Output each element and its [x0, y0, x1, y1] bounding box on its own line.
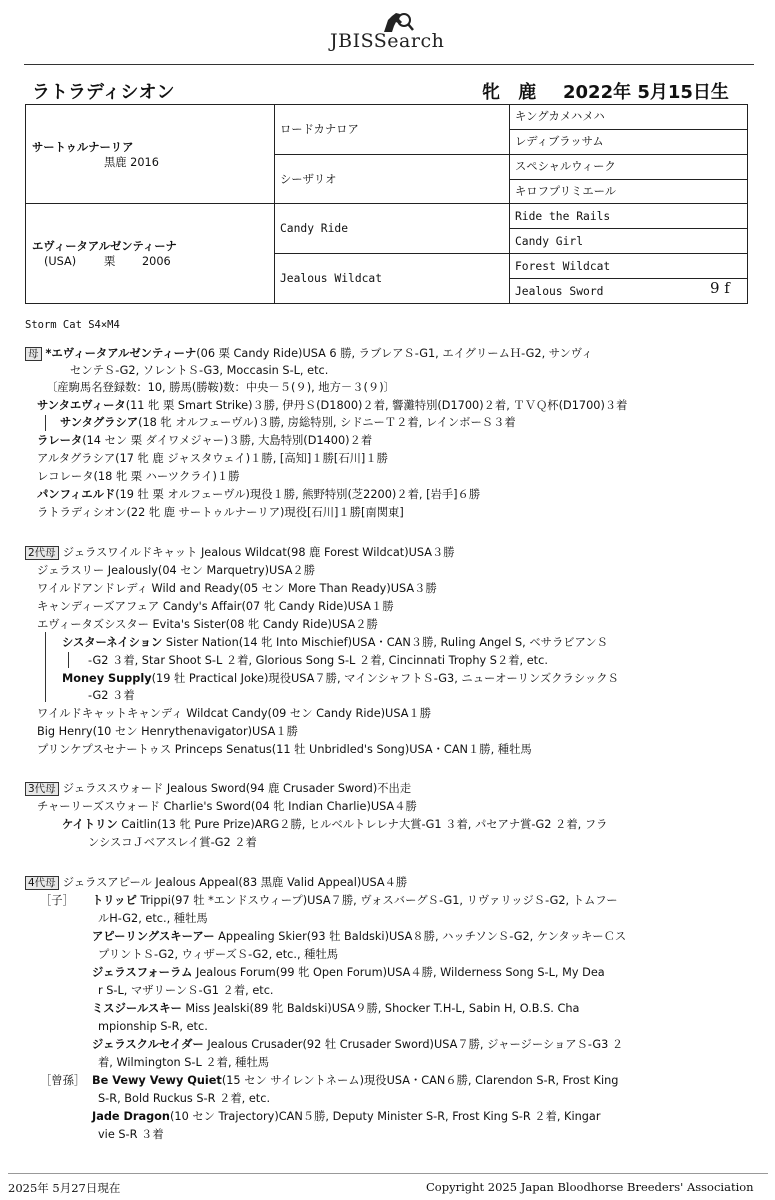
horse-name: ラトラディシオン	[32, 82, 175, 103]
fourth-dam-record: ジェラスアピール Jealous Appeal(83 黒鹿 Valid Appeal)USA４勝	[62, 876, 408, 889]
gen3-cell	[510, 105, 747, 130]
children-label: ［子］	[40, 894, 74, 907]
dam-record: (06 栗 Candy Ride)USA 6 勝, ラブレアＳ-G1, エイグリームＨ-G2, サンヴィ	[196, 347, 593, 360]
progeny-line	[62, 636, 608, 650]
sire-name: サートゥルナーリア	[32, 141, 134, 154]
progeny-name: サンタエヴィータ	[37, 399, 126, 412]
gen3-name: Ride the Rails	[515, 210, 611, 223]
progeny-name: Jade Dragon	[92, 1110, 170, 1123]
progeny-line-cont: 着, Wilmington S-L ２着, 種牡馬	[98, 1056, 270, 1069]
progeny-name: サンタグラシア	[60, 416, 139, 429]
progeny-record: Jealous Forum(99 牝 Open Forum)USA４勝, Wilderness Song S-L, My Dea	[192, 966, 605, 979]
gen3-cell	[510, 254, 747, 279]
progeny-line	[92, 966, 605, 980]
progeny-line	[92, 1002, 579, 1016]
gen3-name: レディブラッサム	[515, 135, 604, 148]
progeny-record: Sister Nation(14 牝 Into Mischief)USA・CAN３勝, Ruling Angel S, ベサラビアンＳ	[162, 636, 608, 649]
progeny-line-cont: -G2 ３着, Star Shoot S-L ２着, Glorious Song S-L ２着, Cincinnati Trophy S２着, etc.	[88, 654, 548, 667]
progeny-line: エヴィータズシスター Evita's Sister(08 牝 Candy Ride)USA２勝	[37, 618, 378, 631]
progeny-record: Miss Jealski(89 牝 Baldski)USA９勝, Shocker T.H-L, Sabin H, O.B.S. Cha	[181, 1002, 580, 1015]
progeny-line-cont: ルH-G2, etc., 種牡馬	[98, 912, 208, 925]
progeny-name: ケイトリン	[62, 818, 118, 831]
second-dam-tag: 2代母	[25, 546, 59, 560]
jbis-logo	[330, 8, 470, 54]
progeny-name: Be Vewy Vewy Quiet	[92, 1074, 222, 1087]
dam-line-1	[25, 347, 593, 361]
fourth-dam-line	[25, 876, 407, 890]
lineage-bar	[45, 632, 46, 702]
progeny-name: ジェラスフォーラム	[92, 966, 193, 979]
horse-birth-date: 2022年 5月15日生	[563, 82, 729, 103]
progeny-line-cont: vie S-R ３着	[98, 1128, 164, 1141]
lineage-bar	[68, 652, 69, 668]
dam-name-bold: *エヴィータアルゼンティーナ	[45, 347, 197, 360]
progeny-line	[37, 399, 627, 413]
progeny-record: Trippi(97 牡 *エンドスウィープ)USA７勝, ヴォスバーグＳ-G1, リヴァリッジＳ-G2, トムフー	[136, 894, 618, 907]
family-number: 9 f	[710, 279, 730, 297]
progeny-line: ジェラスリー Jealously(04 セン Marquetry)USA２勝	[37, 564, 316, 577]
progeny-record: (15 セン サイレントネーム)現役USA・CAN６勝, Clarendon S-R, Frost King	[221, 1074, 619, 1087]
progeny-line: ワイルドアンドレディ Wild and Ready(05 セン More Than Ready)USA３勝	[37, 582, 437, 595]
progeny-line	[92, 1038, 623, 1052]
gen3-cell	[510, 155, 747, 180]
progeny-record: (10 セン Trajectory)CAN５勝, Deputy Minister S-R, Frost King S-R ２着, Kingar	[169, 1110, 601, 1123]
dam-tag: 母	[25, 347, 42, 361]
progeny-line	[60, 416, 516, 430]
dam-dam-cell	[275, 254, 510, 303]
great-grandchildren-label: ［曾孫］	[40, 1074, 86, 1087]
progeny-record: Appealing Skier(93 牡 Baldski)USA８勝, ハッチソンＳ-G2, ケンタッキーＣス	[214, 930, 627, 943]
second-dam-line	[25, 546, 455, 560]
progeny-name: アピーリングスキーアー	[92, 930, 215, 943]
progeny-record: (19 牡 栗 オルフェーヴル)現役１勝, 熊野特別(芝2200)２着, [岩手]６勝	[115, 488, 481, 501]
progeny-record: Caitlin(13 牝 Pure Prize)ARG２勝, ヒルベルトレレナ大賞-G1 ３着, パセアナ賞-G2 ２着, フラ	[117, 818, 608, 831]
gen3-cell	[510, 279, 747, 303]
progeny-line: キャンディーズアフェア Candy's Affair(07 牝 Candy Ride)USA１勝	[37, 600, 394, 613]
gen3-cell	[510, 204, 747, 229]
progeny-record: Jealous Crusader(92 牡 Crusader Sword)USA７勝, ジャージーショアＳ-G3 ２	[203, 1038, 624, 1051]
progeny-line	[92, 1110, 601, 1124]
footer-date: 2025年 5月27日現在	[8, 1181, 121, 1195]
progeny-line-cont: ンシスコＪベアスレイ賞-G2 ２着	[88, 836, 257, 849]
third-dam-record: ジェラススウォード Jealous Sword(94 鹿 Crusader Sword)不出走	[62, 782, 412, 795]
footer-copyright: Copyright 2025 Japan Bloodhorse Breeders' Association	[426, 1180, 754, 1194]
progeny-line-cont: r S-L, マザリーンＳ-G1 ２着, etc.	[98, 984, 274, 997]
progeny-line: レコレータ(18 牝 栗 ハーツクライ)１勝	[37, 470, 240, 483]
progeny-line-cont: -G2 ３着	[88, 689, 135, 702]
sire-dam-cell	[275, 155, 510, 204]
progeny-record: (18 牝 オルフェーヴル)３勝, 房総特別, シドニーＴ２着, レインボーＳ３着	[138, 416, 516, 429]
dam-line-2: センテＳ-G2, ソレントＳ-G3, Moccasin S-L, etc.	[70, 364, 329, 377]
logo-text-search: Search	[373, 30, 445, 52]
progeny-line	[92, 1074, 618, 1088]
progeny-record: (19 牡 Practical Joke)現役USA７勝, マインシャフトＳ-G3, ニューオーリンズクラシックＳ	[151, 672, 619, 685]
progeny-name: ジェラスクルセイダー	[92, 1038, 204, 1051]
pedigree-table	[25, 104, 748, 304]
dam-cell	[26, 204, 275, 303]
third-dam-line	[25, 782, 411, 796]
gen3-name: キロフプリミエール	[515, 185, 616, 198]
gen3-name: キングカメハメハ	[515, 110, 605, 123]
gen3-cell	[510, 229, 747, 254]
horse-sex-color: 牝 鹿	[482, 82, 543, 103]
progeny-line	[62, 818, 607, 832]
lineage-bar	[45, 415, 46, 431]
gen3-name: Candy Girl	[515, 235, 584, 248]
progeny-line: アルタグラシア(17 牝 鹿 ジャスタウェイ)１勝, [高知]１勝[石川]１勝	[37, 452, 388, 465]
sire-cell	[26, 105, 275, 204]
logo-text-jbis: JBIS	[330, 30, 374, 52]
gen3-cell	[510, 130, 747, 155]
dam-origin: (USA)	[44, 255, 77, 268]
dam-sire-cell	[275, 204, 510, 254]
progeny-line-cont: プリントＳ-G2, ウィザーズＳ-G2, etc., 種牡馬	[98, 948, 339, 961]
progeny-record: (14 セン 栗 ダイワメジャー)３勝, 大島特別(D1400)２着	[82, 434, 373, 447]
progeny-line: プリンケプスセナートゥス Princeps Senatus(11 牡 Unbridled's Song)USA・CAN１勝, 種牡馬	[37, 743, 532, 756]
progeny-name: ミスジールスキー	[92, 1002, 182, 1015]
progeny-record: (11 牝 栗 Smart Strike)３勝, 伊丹Ｓ(D1800)２着, 響灘特別(D1700)２着, ＴＶＱ杯(D1700)３着	[125, 399, 628, 412]
gen3-name: スペシャルウィーク	[515, 160, 616, 173]
dam-color: 栗	[104, 255, 116, 268]
progeny-name: Money Supply	[62, 672, 152, 685]
progeny-line	[37, 488, 480, 502]
dam-progeny-summary: 〔産駒馬名登録数：10, 勝馬(勝鞍)数：中央－５(９), 地方－３(９)〕	[46, 381, 395, 394]
progeny-name: トリッピ	[92, 894, 137, 907]
progeny-line	[92, 930, 626, 944]
sire-sire-name: ロードカナロア	[280, 123, 359, 136]
progeny-line-cont: mpionship S-R, etc.	[98, 1020, 208, 1033]
progeny-line	[62, 672, 619, 686]
sire-dam-name: シーザリオ	[280, 173, 337, 186]
progeny-line	[37, 434, 372, 448]
progeny-name: ラレータ	[37, 434, 83, 447]
progeny-line	[92, 894, 618, 908]
gen3-name: Jealous Sword	[515, 285, 604, 298]
title-divider	[24, 64, 754, 65]
progeny-name: シスターネイション	[62, 636, 163, 649]
gen3-cell	[510, 180, 747, 204]
progeny-line: Big Henry(10 セン Henrythenavigator)USA１勝	[37, 725, 298, 738]
sire-info: 黒鹿 2016	[104, 156, 159, 169]
inbreeding-note: Storm Cat S4×M4	[25, 319, 120, 331]
footer-divider	[8, 1173, 768, 1174]
dam-year: 2006	[142, 255, 171, 268]
progeny-name: パンフィエルド	[37, 488, 116, 501]
progeny-line: ラトラディシオン(22 牝 鹿 サートゥルナーリア)現役[石川]１勝[南関東]	[37, 506, 404, 519]
dam-dam-name: Jealous Wildcat	[280, 272, 383, 285]
progeny-line-cont: S-R, Bold Ruckus S-R ２着, etc.	[98, 1092, 271, 1105]
second-dam-record: ジェラスワイルドキャット Jealous Wildcat(98 鹿 Forest Wildcat)USA３勝	[62, 546, 455, 559]
sire-sire-cell	[275, 105, 510, 155]
progeny-line: ワイルドキャットキャンディ Wildcat Candy(09 セン Candy Ride)USA１勝	[37, 707, 432, 720]
gen3-name: Forest Wildcat	[515, 260, 611, 273]
fourth-dam-tag: 4代母	[25, 876, 59, 890]
dam-name: エヴィータアルゼンティーナ	[32, 240, 177, 253]
third-dam-tag: 3代母	[25, 782, 59, 796]
progeny-line: チャーリーズスウォード Charlie's Sword(04 牝 Indian Charlie)USA４勝	[37, 800, 417, 813]
dam-sire-name: Candy Ride	[280, 222, 349, 235]
